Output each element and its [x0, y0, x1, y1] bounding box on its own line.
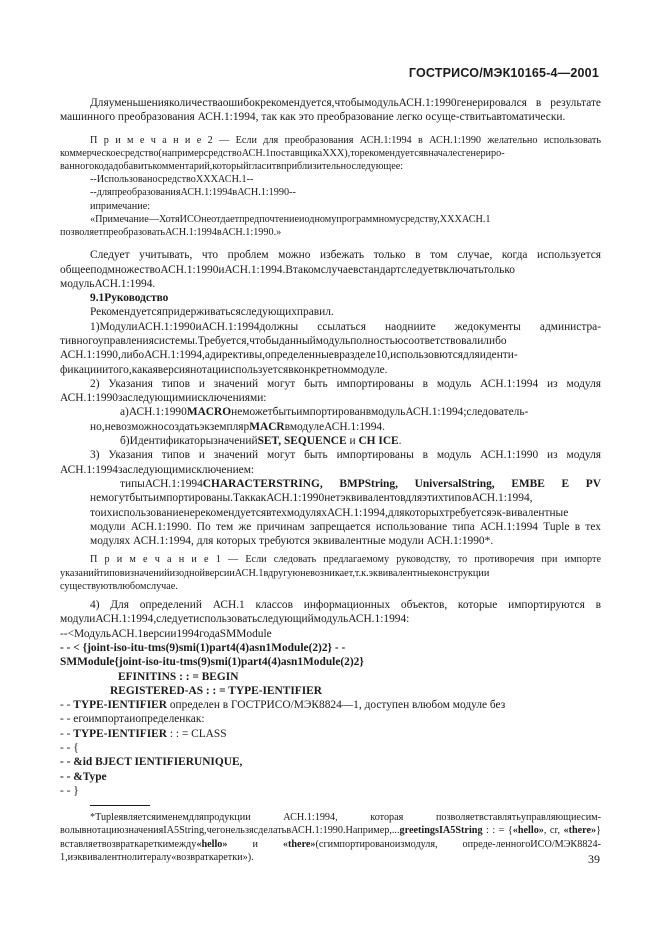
code-line-10: - - &id BJECT IENTIFIERUNIQUE, — [60, 756, 243, 769]
code-line-8-post: : : = CLASS — [166, 727, 227, 740]
code-line-3: SMModule{joint-iso-itu-tms(9)smi(1)part4(4)asn1Module(2)2} — [60, 656, 364, 669]
code-line-6-pre: - - — [60, 699, 74, 712]
rule-2a-post: неможетбытьимпортированвмодульАСН.1:1994;следователь-но,невозможносоздатьэкземпляр — [90, 406, 529, 433]
rule-2a-end: вмодулеАСН.1:1994. — [284, 420, 385, 433]
rule-3a — [60, 477, 601, 548]
code-line-6 — [60, 698, 601, 712]
rule-2b-end: . — [398, 435, 402, 448]
standard-header: ГОСТРИСО/МЭК10165-4—2001 — [408, 66, 599, 80]
rule-2b-and: и — [349, 435, 356, 448]
rule-2a-macro: MACRO — [186, 406, 232, 419]
section-heading: 9.1Руководство — [90, 292, 169, 305]
rule-2b-pre: б)Идентификаторызначений — [120, 435, 258, 448]
note-2-comment-2: --дляпреобразованияАСН.1:1994вАСН.1:1990-- — [90, 187, 296, 199]
footnote-hello-2: «hello» — [196, 838, 228, 850]
rule-1: 1)МодулиАСН.1:1990иАСН.1:1994должны ссылаться наодниите жедокументы администра-тивногоуправлениясистемы.Требуется,чтобыданныймодульполностьюсоответствовалилибо АСН.1:1990,либоАСН.1:1994,адирективы,определенныевразделе10,использовютсядляиденти-фикацииитого,какаяверсиянотацииспользуетсявконкретноммодуле. — [60, 320, 601, 376]
footnote-mid-1: : : = { — [482, 825, 513, 837]
rule-2b-types: SET, SEQUENCE — [257, 435, 347, 448]
footnote-mid-2: , cr, — [543, 825, 564, 837]
code-line-2: - - < {joint-iso-itu-tms(9)smi(1)part4(4)asn1Module(2)2} - - — [60, 641, 346, 654]
rule-3a-post: немогутбытьимпортированы.ТаккакАСН.1:1990нетэквивалентовдляэтихтиповАСН.1:1994, тоихиспользованиенерекомендуетсявтехмодуляхАСН.1:1994,длякоторыхтребуетсяэк-вивалентные модули АСН.1:1990. По тем же причинам запрещается использование типа АСН.1:1994 Tuple в тех модулях АСН.1:1994, для которых требуются эквивалентные модули АСН.1:1990*. — [90, 492, 601, 548]
rule-2a — [60, 405, 601, 434]
note-1-text: П р и м е ч а н и е 1 — Если следовать предлагаемому руководству, то противоречия при импорте указанийтиповизначенийизоднойверсииАСН.1вдругуюневозникает,т.к.эквивалентныеконструкции существуютвлюбомслучае. — [60, 554, 601, 592]
note-1 — [60, 553, 601, 593]
page-number: 39 — [588, 852, 600, 866]
footnote-hello: «hello» — [512, 825, 544, 837]
code-line-8 — [60, 727, 601, 741]
rule-2b-choice: CH ICE — [358, 435, 399, 448]
paragraph-rules-intro: Рекомендуетсяпридерживатьсяследующихправил. — [90, 306, 334, 319]
footnote — [60, 811, 601, 864]
note-2 — [60, 134, 601, 240]
code-line-5: REGISTERED-AS : : = TYPE-IENTIFIER — [110, 684, 322, 697]
code-line-8-pre: - - — [60, 727, 74, 740]
code-line-1: --<МодульАСН.1версии1994годаSMModule — [60, 627, 272, 640]
paragraph-subset: Следует учитывать, что проблем можно избежать только в том случае, когда используется общееподмножествоАСН.1:1990иАСН.1:1994.Втакомслучаевстандартследуетвключатьтолько модульАСН.1:1994. — [60, 249, 601, 290]
rule-3a-pre: типыАСН.1:1994 — [120, 477, 203, 490]
code-line-8-keyword: TYPE-IENTIFIER — [73, 727, 167, 740]
rule-3: 3) Указания типов и значений могут быть импортированы в модуль АСН.1:1990 из модуля АСН.1:1994заследующимисключением: — [60, 449, 601, 476]
note-2-comment-1: --ИспользованосредствоXXXАСН.1-- — [90, 174, 254, 186]
code-line-6-post: определен в ГОСТРИСО/МЭК8824—1, доступен влюбом модуле без — [166, 699, 506, 712]
footnote-end: (сгимпортированоизмодуля, опреде-ленногоИСО/МЭК8824-1,иэквивалентнолитералу«возвраткаретки»). — [60, 838, 601, 863]
rule-2: 2) Указания типов и значений могут быть импортированы в модуль АСН.1:1994 из модуля АСН.1:1990заследующимиисключениями: — [60, 377, 601, 405]
asn1-code-block — [60, 627, 601, 799]
note-2-quote: «Примечание—ХотяИСОнеотдаетпредпочтениеиодномупрограммномусредству,XXXАСН.1 позволяетпреобразоватьАСН.1:1994вАСН.1:1990.» — [60, 213, 491, 239]
code-line-6-keyword: TYPE-IENTIFIER — [73, 699, 167, 712]
note-2-comment-3: ипримечание: — [90, 200, 151, 212]
rule-2a-pre: а)АСН.1:1990 — [120, 406, 187, 419]
code-line-9: - - { — [60, 742, 79, 755]
footnote-mid-3: } вставляетвозвраткареткимежду — [60, 825, 601, 850]
footnote-rule — [90, 805, 150, 806]
footnote-mid-4: и — [227, 838, 283, 850]
rule-2b — [60, 434, 601, 448]
rule-3a-types: CHARACTERSTRING, BMPString, UniversalString, EMBE E PV — [202, 477, 601, 490]
code-line-7: - - егоимпортаиопределенкак: — [60, 713, 205, 726]
code-line-11: - - &Type — [60, 770, 107, 783]
note-2-text: П р и м е ч а н и е 2 — Если для преобразования АСН.1:1994 в АСН.1:1990 желательно использовать коммерческоесредство(напримерсредствоАСН.1поставщикаXXX),торекомендуетсявначалесгенериро-ванногокодадобавитькомментарий,которыйгласитвприблизительноследующее: — [60, 134, 601, 172]
paragraph-intro: Дляуменьшенияколичестваошибокрекомендуется,чтобымодульАСН.1:1990генерировался в результате машинного преобразования АСН.1:1994, так как это преобразование легко осуще-ствитьавтоматически. — [60, 97, 601, 124]
footnote-example: greetingsIA5String — [399, 825, 483, 837]
code-line-12: - - } — [60, 784, 79, 797]
page-content — [60, 96, 601, 864]
rule-4: 4) Для определений АСН.1 классов информационных объектов, которые импортируются в модулиАСН.1:1994,следуетиспользоватьследующиймодульАСН.1:1994: — [60, 599, 601, 626]
footnote-there-2: «there» — [282, 838, 316, 850]
rule-2a-macro-2: MACR — [249, 420, 285, 433]
footnote-there: «there» — [563, 825, 597, 837]
footnote-pre: *Tupleявляетсяименемдляпродукции АСН.1:1994, которая позволяетвставлятьуправляющиесим-волывнотациюзначенияIA5String,чегонельзясделатьвАСН.1:1990.Например,... — [60, 812, 601, 837]
code-line-4: EFINITINS : : = BEGIN — [118, 670, 239, 683]
